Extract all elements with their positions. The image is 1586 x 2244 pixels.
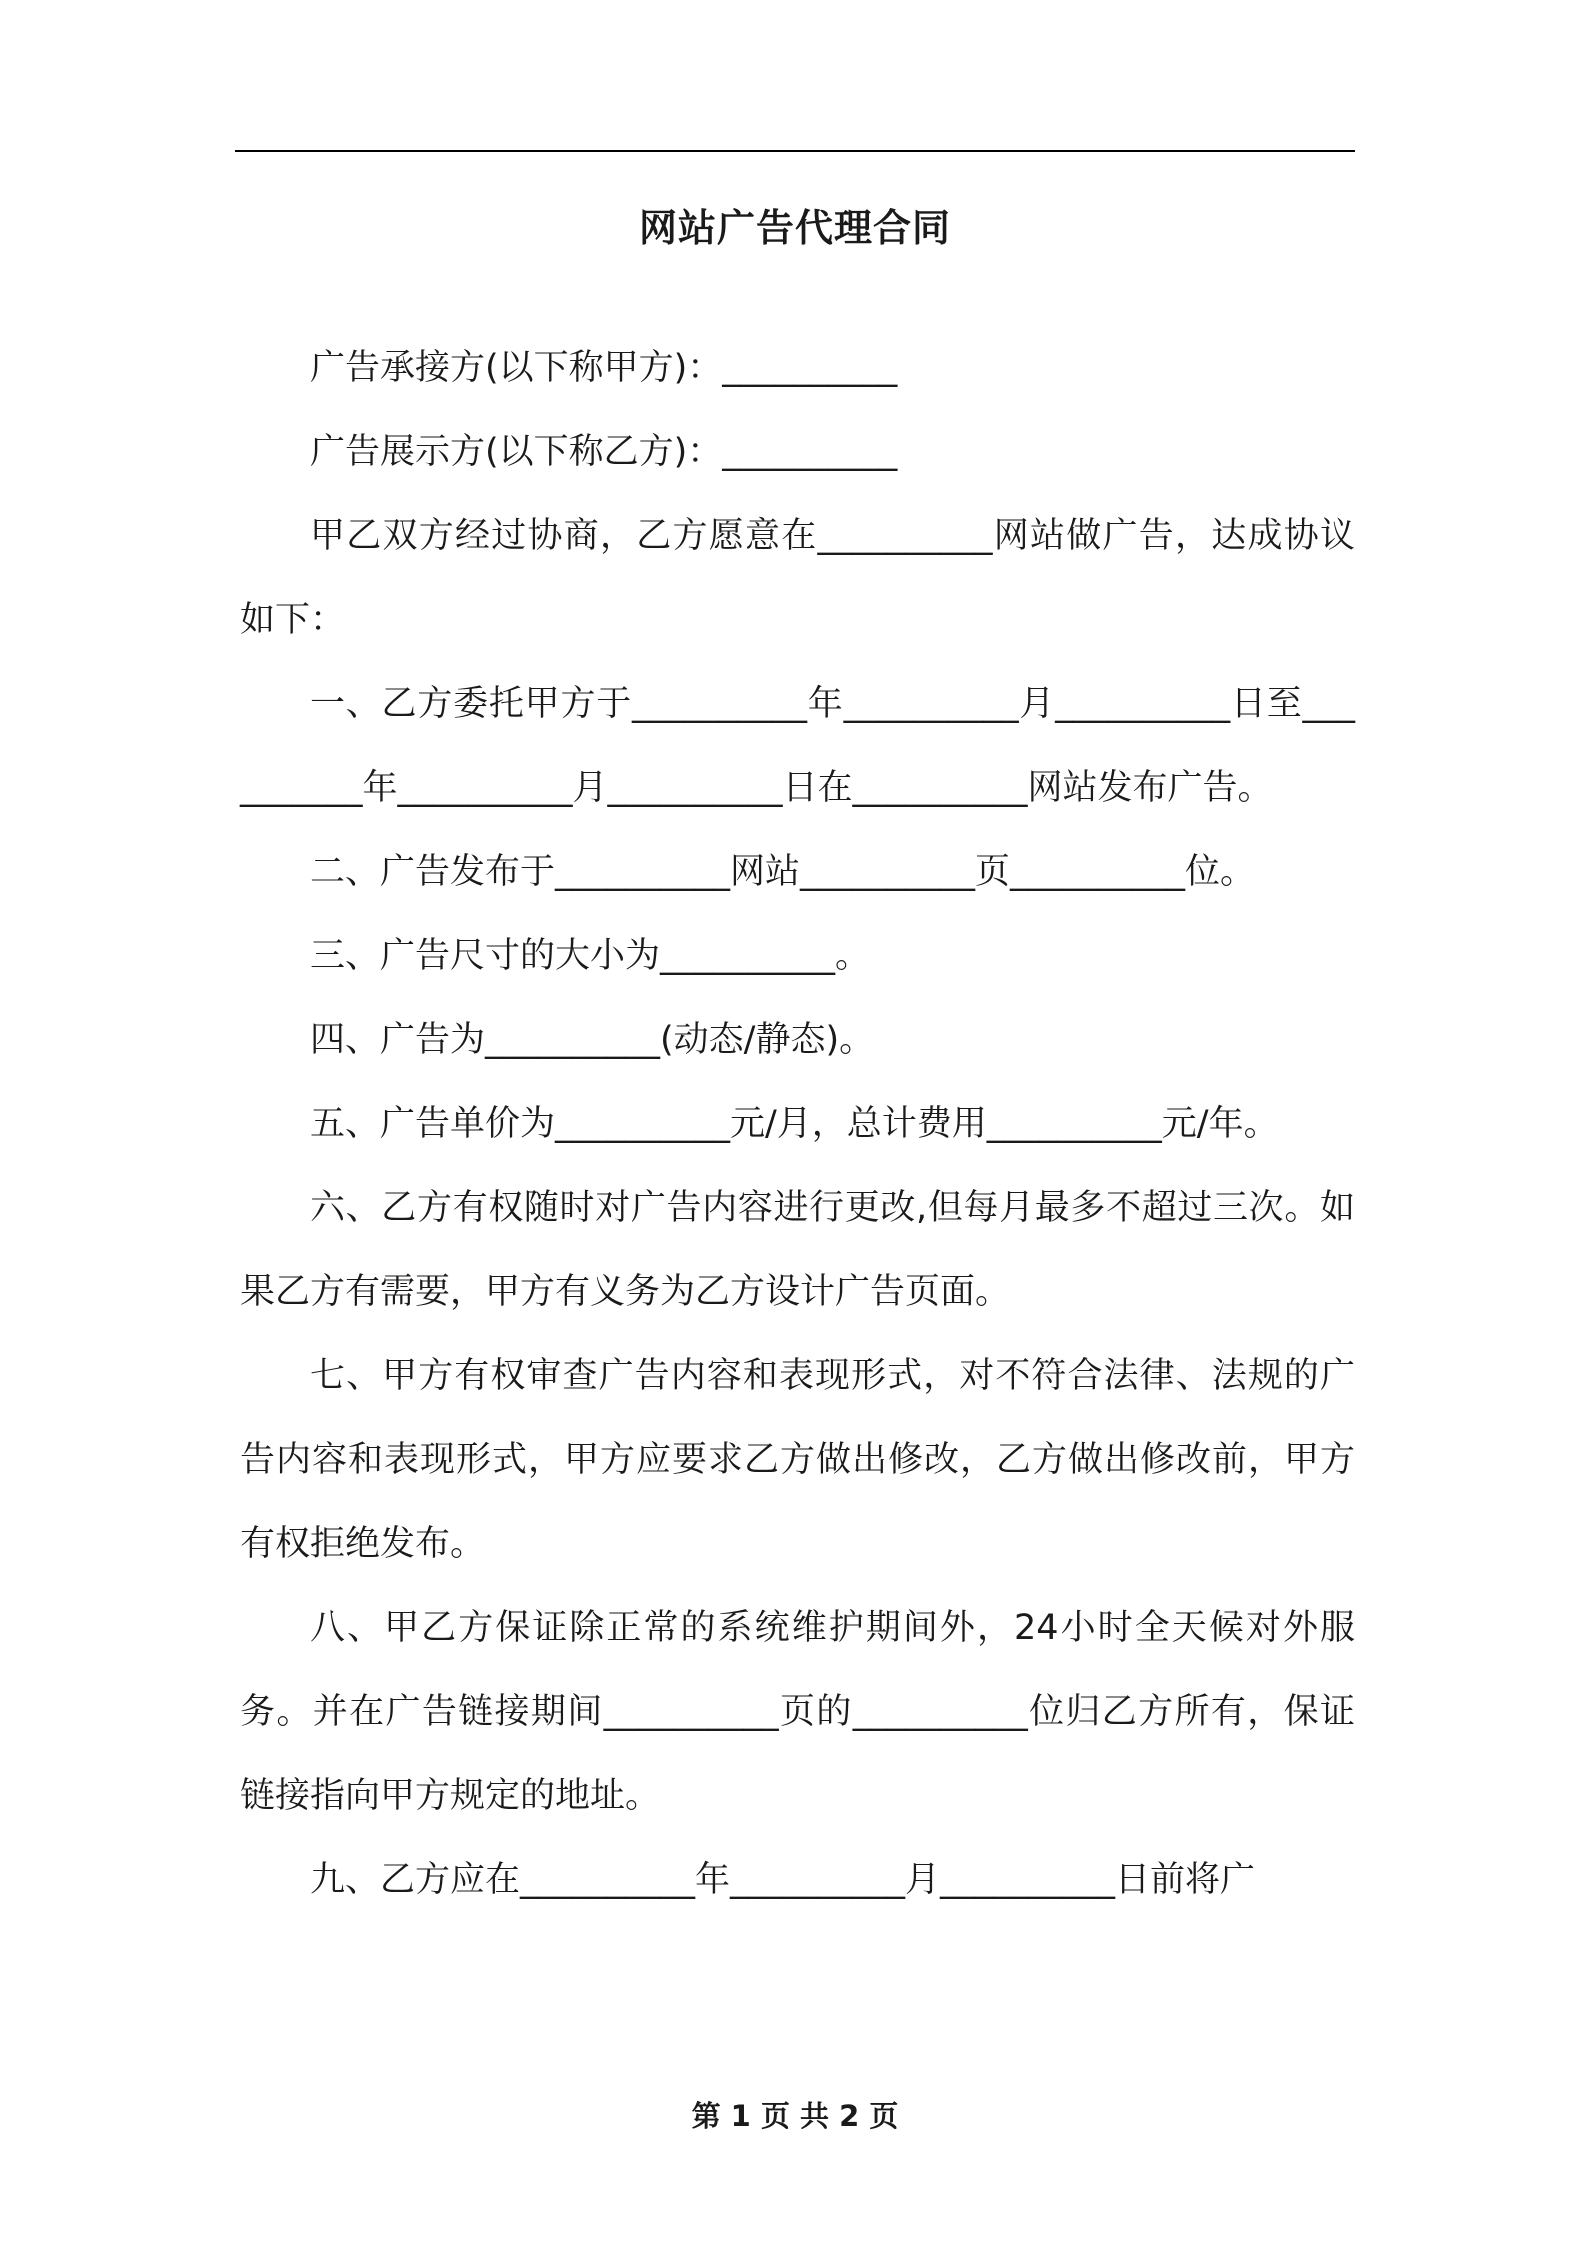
clause-3: 三、广告尺寸的大小为__________。 [310,936,871,976]
clause-2: 二、广告发布于__________网站__________页__________位。 [310,852,1256,892]
clause-4: 四、广告为__________(动态/静态)。 [310,1020,875,1060]
clause-1: 一、乙方委托甲方于__________年__________月__________日至__________年__________月__________日在__________网站发布广告。 [240,684,1355,808]
party-a-line: 广告承接方(以下称甲方)：__________ [310,348,898,388]
document-body [240,326,1355,1922]
intro-paragraph: 甲乙双方经过协商，乙方愿意在__________网站做广告，达成协议如下： [240,516,1355,640]
clause-6: 六、乙方有权随时对广告内容进行更改,但每月最多不超过三次。如果乙方有需要，甲方有义务为乙方设计广告页面。 [240,1188,1355,1312]
document-title: 网站广告代理合同 [638,206,951,250]
party-b-line: 广告展示方(以下称乙方)：__________ [310,432,898,472]
clause-9: 九、乙方应在__________年__________月__________日前将广 [310,1860,1256,1900]
clause-7: 七、甲方有权审查广告内容和表现形式，对不符合法律、法规的广告内容和表现形式，甲方应要求乙方做出修改，乙方做出修改前，甲方有权拒绝发布。 [240,1356,1355,1564]
clause-8: 八、甲乙方保证除正常的系统维护期间外，24小时全天候对外服务。并在广告链接期间__________页的__________位归乙方所有，保证链接指向甲方规定的地址。 [240,1608,1355,1816]
clause-5: 五、广告单价为__________元/月，总计费用__________元/年。 [310,1104,1279,1144]
page-footer: 第 1 页 共 2 页 [691,2099,899,2133]
header-rule [235,150,1355,152]
